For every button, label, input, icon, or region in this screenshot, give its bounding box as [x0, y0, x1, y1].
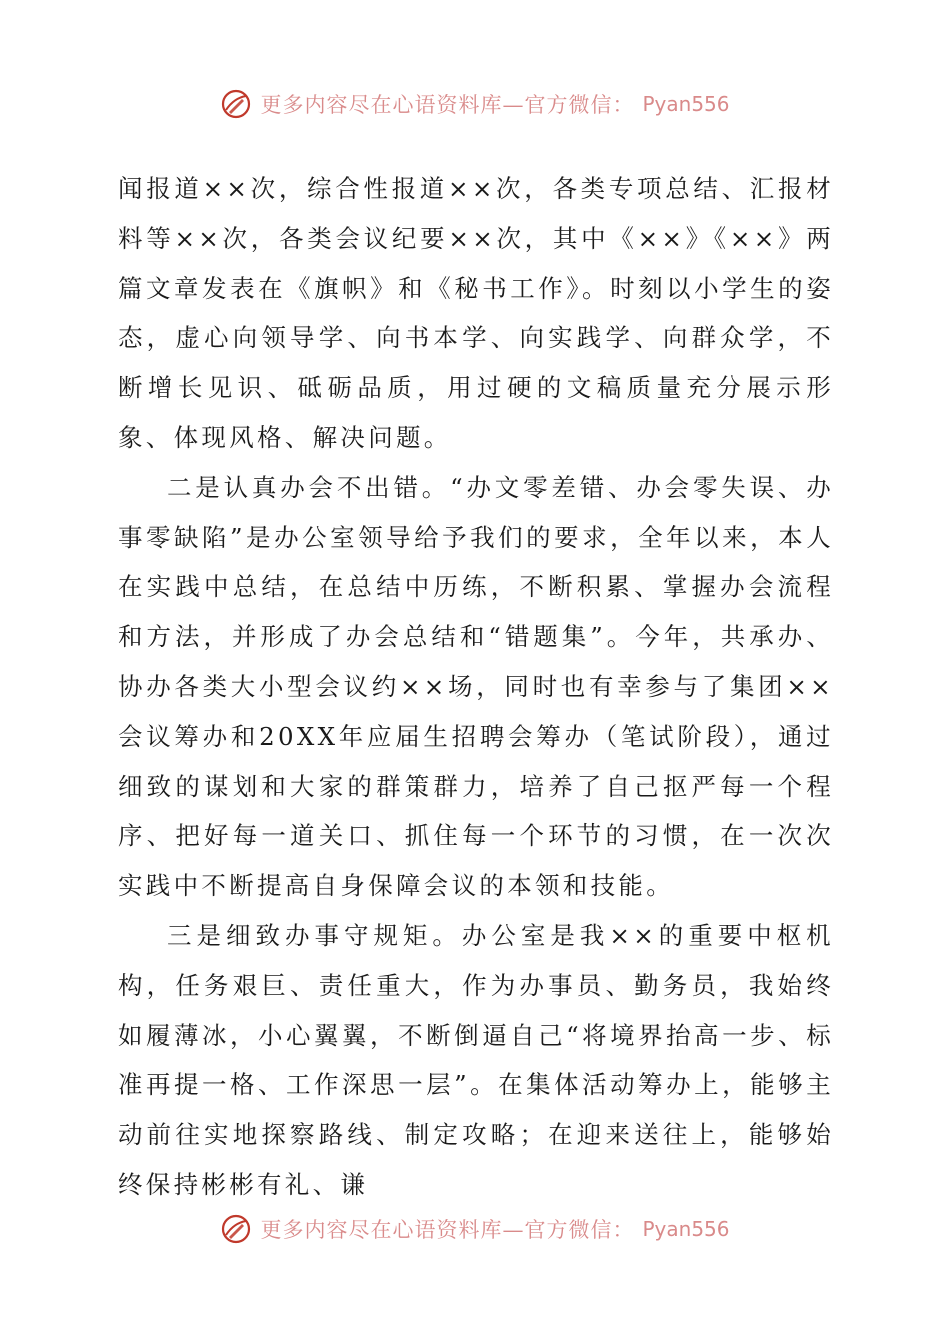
- wechat-id: Pyan556: [642, 92, 730, 116]
- paragraph-meetings: 二是认真办会不出错。“办文零差错、办会零失误、办事零缺陷”是办公室领导给予我们的要求，全年以来，本人在实践中总结，在总结中历练，不断积累、掌握办会流程和方法，并形成了办会总结和“错题集”。今年，共承办、协办各类大小型会议约××场，同时也有幸参与了集团××会议筹办和20XX年应届生招聘会筹办（笔试阶段），通过细致的谋划和大家的群策群力，培养了自己抠严每一个程序、把好每一道关口、抓住每一个环节的习惯，在一次次实践中不断提高自身保障会议的本领和技能。: [118, 472, 834, 901]
- wechat-id: Pyan556: [642, 1217, 730, 1241]
- header-banner: [0, 84, 950, 124]
- footer-banner: [0, 1209, 950, 1249]
- document-body: [118, 164, 834, 1210]
- paragraph-continued: 闻报道××次，综合性报道××次，各类专项总结、汇报材料等××次，各类会议纪要××次，其中《××》《××》两篇文章发表在《旗帜》和《秘书工作》。时刻以小学生的姿态，虚心向领导学、向书本学、向实践学、向群众学，不断增长见识、砥砺品质，用过硬的文稿质量充分展示形象、体现风格、解决问题。: [118, 174, 834, 452]
- pen-logo-icon: [220, 88, 252, 120]
- banner-text: 更多内容尽在心语资料库—官方微信：: [260, 93, 635, 117]
- banner-text: 更多内容尽在心语资料库—官方微信：: [260, 1218, 635, 1242]
- pen-logo-icon: [220, 1213, 252, 1245]
- paragraph-affairs: 三是细致办事守规矩。办公室是我××的重要中枢机构，任务艰巨、责任重大，作为办事员、勤务员，我始终如履薄冰，小心翼翼，不断倒逼自己“将境界抬高一步、标准再提一格、工作深思一层”。在集体活动筹办上，能够主动前往实地探察路线、制定攻略；在迎来送往上，能够始终保持彬彬有礼、谦: [118, 920, 834, 1199]
